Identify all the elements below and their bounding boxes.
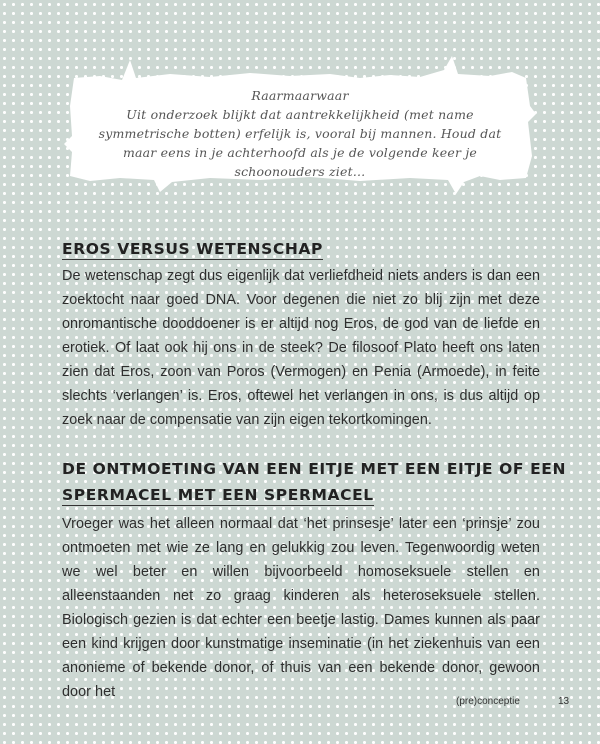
section-heading-eros xyxy=(62,236,323,262)
section-body-eros: De wetenschap zegt dus eigenlijk dat verliefdheid niets anders is dan een zoektocht naar goed DNA. Voor degenen die niet zo blij zijn met deze onromantische dooddoener is er altijd nog Eros, de god van de liefde en erotiek. Of laat ook hij ons in de steek? De filosoof Plato heeft ons laten zien dat Eros, zoon van Poros (Vermogen) en Penia (Armoede), in feite slechts ‘verlangen’ is. Eros, oftewel het verlangen in ons, is dus altijd op zoek naar de compensatie van zijn eigen tekortkomingen. xyxy=(62,268,540,428)
note-title: Raarmaarwaar xyxy=(251,88,349,103)
footer-section-name: (pre)conceptie xyxy=(456,696,520,707)
section-heading-ontmoeting xyxy=(62,456,566,508)
torn-paper-note xyxy=(60,56,540,196)
section-heading-ontmoeting-line1: DE ONTMOETING VAN EEN EITJE MET EEN EITJE OF EEN xyxy=(62,460,567,478)
page-number: 13 xyxy=(558,696,570,707)
section-body-ontmoeting: Vroeger was het alleen normaal dat ‘het prinsesje’ later een ‘prinsje’ zou ontmoeten met wie ze lang en gelukkig zou leven. Tegenwoordig weten we wel beter en willen bijvoorbeeld homoseksuele stellen en alleenstaanden net zo graag kinderen als heteroseksuele stellen. Biologisch gezien is dat echter een beetje lastig. Dames kunnen als paar een kind krijgen door kunstmatige inseminatie (in het ziekenhuis van een anonieme of bekende donor, of thuis van een bekende donor, gewoon door het xyxy=(62,516,540,700)
section-heading-eros-text: EROS VERSUS WETENSCHAP xyxy=(62,240,323,258)
note-body: Uit onderzoek blijkt dat aantrekkelijkheid (met name symmetrische botten) erfelijk is, vooral bij mannen. Houd dat maar eens in je achterhoofd als je de volgende keer je schoonouders ziet… xyxy=(98,107,502,179)
section-heading-ontmoeting-line2: SPERMACEL MET EEN SPERMACEL xyxy=(62,486,374,504)
note-text-block xyxy=(88,86,512,181)
